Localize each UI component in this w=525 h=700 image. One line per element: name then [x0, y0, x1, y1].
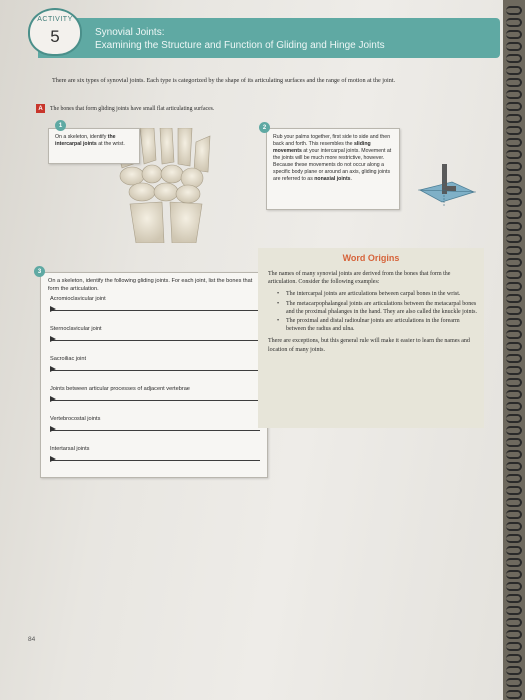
binding-ring	[506, 462, 522, 471]
step-2-text-mid: at your intercarpal joints. Movement at the joints will be much more restrictive, however. Because these movements do not occur along a specific body plane or around an axis, gliding joints are referred to as	[273, 148, 392, 182]
binding-ring	[506, 270, 522, 279]
binding-ring	[506, 282, 522, 291]
spiral-binding	[503, 0, 525, 700]
step-2-text-bold2: nonaxial joints	[314, 176, 351, 182]
arrow-icon	[50, 306, 56, 312]
activity-subtitle: Examining the Structure and Function of Gliding and Hinge Joints	[95, 40, 385, 51]
step-1-box	[48, 128, 140, 164]
list-item: • The metacarpophalangeal joints are articulations between the metacarpal bones and the proximal phalanges in the hand. They are also called the knuckle joints.	[280, 300, 478, 316]
binding-ring	[506, 138, 522, 147]
binding-ring	[506, 510, 522, 519]
binding-ring	[506, 426, 522, 435]
step-2-box	[266, 128, 400, 210]
binding-ring	[506, 594, 522, 603]
binding-ring	[506, 342, 522, 351]
step-3-instructions: On a skeleton, identify the following gliding joints. For each joint, list the bones that form the articulation.	[48, 278, 253, 292]
binding-ring	[506, 582, 522, 591]
binding-ring	[506, 534, 522, 543]
joint-label: Sternoclavicular joint	[50, 326, 102, 332]
word-origins-intro: The names of many synovial joints are derived from the bones that form the articulation. Consider the following examples:	[268, 271, 451, 286]
step-1-number: 1	[55, 120, 66, 131]
arrow-icon	[50, 456, 56, 462]
section-a-heading	[36, 104, 214, 113]
gliding-plane-illustration	[412, 160, 482, 210]
binding-ring	[506, 318, 522, 327]
binding-ring	[506, 30, 522, 39]
binding-ring	[506, 246, 522, 255]
arrow-icon	[50, 336, 56, 342]
binding-ring	[506, 390, 522, 399]
arrow-icon	[50, 396, 56, 402]
binding-ring	[506, 486, 522, 495]
binding-ring	[506, 354, 522, 363]
binding-ring	[506, 438, 522, 447]
binding-ring	[506, 210, 522, 219]
binding-ring	[506, 258, 522, 267]
activity-number: 5	[50, 27, 60, 46]
word-origins-closing: There are exceptions, but this general rule will make it easier to learn the names and location of many joints.	[268, 338, 470, 353]
word-origins-body	[268, 270, 478, 354]
answer-line[interactable]	[50, 460, 260, 461]
binding-ring	[506, 90, 522, 99]
activity-badge	[28, 8, 82, 56]
step-2-text-bold1: sliding movements	[273, 141, 371, 154]
binding-ring	[506, 54, 522, 63]
binding-ring	[506, 102, 522, 111]
binding-ring	[506, 618, 522, 627]
joint-item	[50, 326, 260, 341]
binding-ring	[506, 114, 522, 123]
step-1-text-pre: On a skeleton, identify	[55, 134, 107, 140]
binding-ring	[506, 522, 522, 531]
joint-item	[50, 386, 260, 401]
list-item: • The intercarpal joints are articulations between carpal bones in the wrist.	[280, 290, 478, 298]
list-item: • The proximal and distal radioulnar joints are articulations in the forearm between the radius and ulna.	[280, 317, 478, 333]
binding-ring	[506, 306, 522, 315]
answer-line[interactable]	[50, 370, 260, 371]
binding-ring	[506, 18, 522, 27]
page-number: 84	[28, 636, 36, 643]
binding-ring	[506, 666, 522, 675]
step-2-text	[267, 129, 399, 186]
binding-ring	[506, 606, 522, 615]
joint-label: Intertarsal joints	[50, 446, 90, 452]
binding-ring	[506, 42, 522, 51]
binding-ring	[506, 78, 522, 87]
binding-ring	[506, 450, 522, 459]
binding-ring	[506, 630, 522, 639]
binding-ring	[506, 174, 522, 183]
joint-label: Sacroiliac joint	[50, 356, 87, 362]
word-origins-list	[280, 290, 478, 333]
binding-ring	[506, 366, 522, 375]
word-origins-title: Word Origins	[342, 253, 400, 263]
binding-ring	[506, 294, 522, 303]
binding-ring	[506, 198, 522, 207]
answer-line[interactable]	[50, 400, 260, 401]
binding-ring	[506, 498, 522, 507]
activity-title: Synovial Joints:	[95, 27, 165, 38]
binding-ring	[506, 222, 522, 231]
binding-ring	[506, 330, 522, 339]
joint-label: Vertebrocostal joints	[50, 416, 101, 422]
joint-item	[50, 416, 260, 431]
binding-ring	[506, 654, 522, 663]
step-3-number: 3	[34, 266, 45, 277]
word-origins-box	[258, 248, 484, 428]
arrow-icon	[50, 426, 56, 432]
section-a-text: The bones that form gliding joints have small flat articulating surfaces.	[50, 105, 215, 112]
step-2-text-pre: Rub your palms together, first side to side and then back and forth. This resembles the	[273, 134, 391, 147]
binding-ring	[506, 186, 522, 195]
step-1-text	[49, 129, 139, 151]
arrow-icon	[50, 366, 56, 372]
binding-ring	[506, 414, 522, 423]
binding-ring	[506, 378, 522, 387]
binding-ring	[506, 558, 522, 567]
binding-ring	[506, 66, 522, 75]
title-banner	[38, 18, 500, 58]
step-1-text-bold: the intercarpal joints	[55, 134, 116, 147]
binding-ring	[506, 126, 522, 135]
step-2-number: 2	[259, 122, 270, 133]
binding-ring	[506, 690, 522, 699]
joint-item	[50, 356, 260, 371]
step-1-text-post: at the wrist.	[98, 141, 125, 147]
answer-line[interactable]	[50, 340, 260, 341]
binding-ring	[506, 150, 522, 159]
step-2-text-end: .	[350, 176, 353, 182]
binding-ring	[506, 570, 522, 579]
answer-line[interactable]	[50, 430, 260, 431]
activity-label: ACTIVITY	[37, 16, 73, 23]
answer-line[interactable]	[50, 310, 260, 311]
joint-item	[50, 296, 260, 311]
binding-ring	[506, 234, 522, 243]
binding-ring	[506, 474, 522, 483]
joint-label: Acromioclavicular joint	[50, 296, 106, 302]
section-a-badge: A	[36, 104, 45, 113]
binding-ring	[506, 546, 522, 555]
intro-paragraph: There are six types of synovial joints. Each type is categorized by the shape of its articulating surfaces and the range of motion at the joint.	[52, 77, 396, 84]
joint-item	[50, 446, 260, 461]
binding-ring	[506, 162, 522, 171]
binding-ring	[506, 402, 522, 411]
binding-ring	[506, 642, 522, 651]
binding-ring	[506, 678, 522, 687]
joint-label: Joints between articular processes of adjacent vertebrae	[50, 386, 190, 392]
binding-ring	[506, 6, 522, 15]
